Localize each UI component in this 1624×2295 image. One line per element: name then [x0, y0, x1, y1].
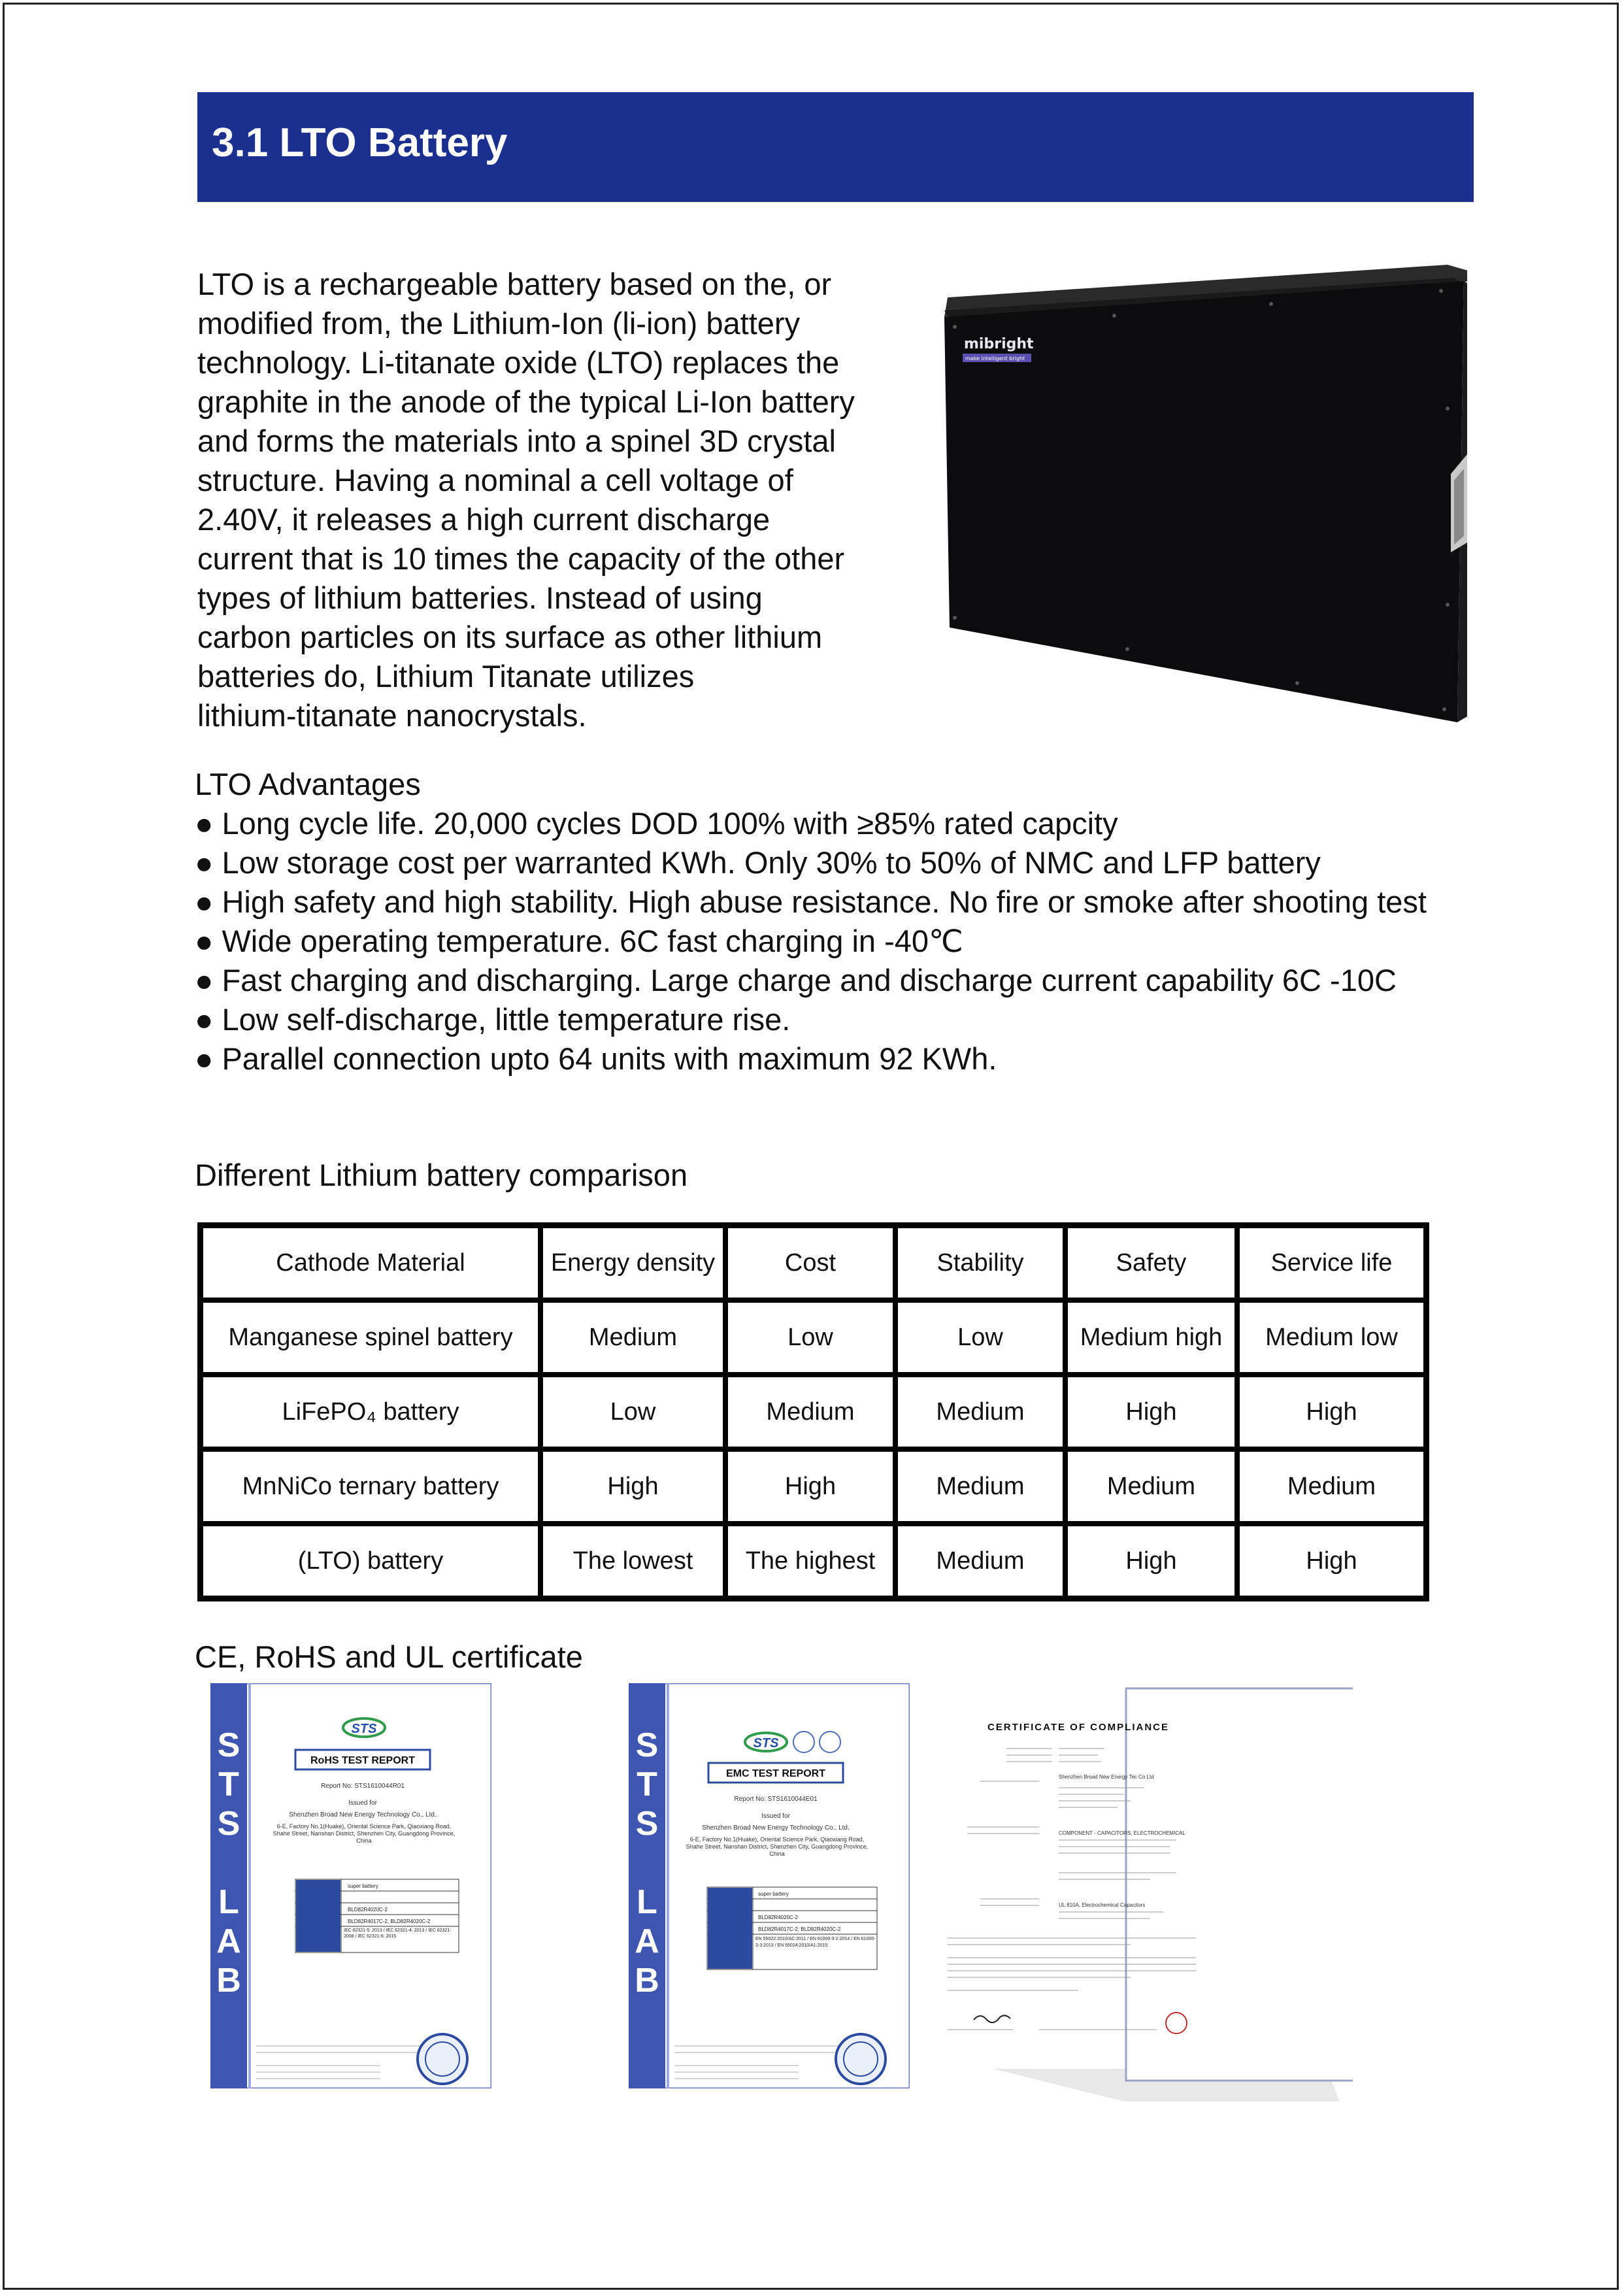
rohs-product-name: super battery	[348, 1883, 378, 1889]
intro-line: graphite in the anode of the typical Li-Ion battery	[197, 384, 855, 419]
rohs-report-title: RoHS TEST REPORT	[310, 1755, 416, 1766]
table-cell: LiFePO₄ battery	[201, 1375, 540, 1449]
table-cell: Medium	[725, 1375, 895, 1449]
table-cell: MnNiCo ternary battery	[201, 1449, 540, 1524]
certificates-row	[196, 1683, 1346, 2102]
rohs-address: 6-E, Factory No.1(Huake), Oriental Science Park, Qiaoxiang Road, Shahe Street, Nanshan District, Shenzhen City, Guangdong Province, China	[273, 1823, 456, 1844]
table-header-row	[201, 1226, 1426, 1300]
emc-standards: EN 55022:2010/AC:2011 / EN 61000-3-2:2014 / EN 61000-3-3:2013 / EN 55024:2010/A1:2015	[755, 1937, 876, 1948]
intro-line: carbon particles on its surface as other lithium	[197, 620, 823, 654]
emc-report-title: EMC TEST REPORT	[725, 1768, 826, 1779]
header-cell: Energy density	[540, 1226, 725, 1300]
advantage-item: ● High safety and high stability. High abuse resistance. No fire or smoke after shooting test	[195, 884, 1427, 919]
emc-certificate	[629, 1683, 910, 2088]
intro-line: technology. Li-titanate oxide (LTO) replaces the	[197, 345, 840, 380]
lab-letter: B	[635, 1962, 659, 2000]
intro-line: types of lithium batteries. Instead of using	[197, 580, 763, 615]
table-cell: Manganese spinel battery	[201, 1300, 540, 1375]
rohs-company: Shenzhen Broad New Energy Technology Co., Ltd.	[289, 1811, 437, 1818]
advantage-item: ● Long cycle life. 20,000 cycles DOD 100% with ≥85% rated capcity	[195, 806, 1118, 841]
intro-paragraph	[197, 265, 916, 735]
intro-line: current that is 10 times the capacity of the other	[197, 541, 845, 576]
intro-line: structure. Having a nominal a cell voltage of	[197, 463, 793, 497]
table-cell: The highest	[725, 1524, 895, 1598]
table-cell: Medium high	[1065, 1300, 1237, 1375]
table-row	[201, 1375, 1426, 1449]
table-cell: High	[540, 1449, 725, 1524]
rohs-series-model: BLD82R4017C-2, BLD82R4020C-2	[348, 1918, 431, 1924]
ul-standard: UL 810A, Electrochemical Capacitors	[1059, 1902, 1146, 1908]
table-cell: Medium	[1237, 1449, 1426, 1524]
table-cell: High	[725, 1449, 895, 1524]
table-cell: Medium	[540, 1300, 725, 1375]
section-title: 3.1 LTO Battery	[212, 120, 508, 165]
rohs-standards: IEC 62321-5: 2013 / IEC 62321-4: 2013 / IEC 62321: 2008 / IEC 62321-6: 2015	[344, 1928, 452, 1939]
advantages-list	[195, 804, 1476, 1079]
table-cell: Medium low	[1237, 1300, 1426, 1375]
emc-report-number: Report No: STS1610044E01	[734, 1796, 818, 1803]
ul-certificate-title: CERTIFICATE OF COMPLIANCE	[987, 1722, 1170, 1733]
table-cell: High	[1237, 1524, 1426, 1598]
header-cell: Stability	[895, 1226, 1065, 1300]
lab-letter: S	[217, 1726, 240, 1764]
lab-letter: A	[635, 1922, 659, 1960]
header-cell: Cost	[725, 1226, 895, 1300]
product-brand-text: mibright	[964, 336, 1034, 352]
lab-letter: L	[218, 1883, 239, 1921]
intro-line: lithium-titanate nanocrystals.	[197, 698, 587, 733]
lab-letter: S	[635, 1805, 659, 1843]
table-cell: The lowest	[540, 1524, 725, 1598]
sts-logo: STS	[351, 1722, 377, 1736]
lab-letter: A	[216, 1922, 241, 1960]
intro-line: and forms the materials into a spinel 3D crystal	[197, 424, 836, 458]
header-cell: Cathode Material	[201, 1226, 540, 1300]
rohs-issued-for: Issued for	[348, 1800, 377, 1807]
header-cell: Safety	[1065, 1226, 1237, 1300]
lab-letter: T	[218, 1766, 239, 1803]
emc-company: Shenzhen Broad New Energy Technology Co., Ltd.	[702, 1824, 850, 1832]
intro-line: modified from, the Lithium-Ion (li-ion) battery	[197, 306, 801, 341]
comparison-table	[197, 1222, 1429, 1601]
emc-product-name: super battery	[758, 1891, 789, 1897]
rohs-certificate	[210, 1683, 491, 2088]
advantage-item: ● Parallel connection upto 64 units with maximum 92 KWh.	[195, 1041, 997, 1076]
intro-line: batteries do, Lithium Titanate utilizes	[197, 659, 695, 694]
lab-letter: L	[637, 1883, 657, 1921]
emc-issued-for: Issued for	[761, 1813, 790, 1820]
lto-battery-product-image	[931, 265, 1467, 742]
advantages-title: LTO Advantages	[195, 767, 421, 801]
table-cell: Medium	[895, 1449, 1065, 1524]
emc-address: 6-E, Factory No.1(Huake), Oriental Science Park, Qiaoxiang Road, Shahe Street, Nanshan District, Shenzhen City, Guangdong Province, China	[686, 1836, 869, 1857]
table-row	[201, 1524, 1426, 1598]
emc-model: BLD82R4020C-2	[758, 1915, 798, 1920]
lab-letter: S	[635, 1726, 659, 1764]
certificates-title: CE, RoHS and UL certificate	[195, 1639, 583, 1674]
table-cell: (LTO) battery	[201, 1524, 540, 1598]
lab-letter: B	[216, 1962, 241, 2000]
comparison-title: Different Lithium battery comparison	[195, 1158, 688, 1192]
table-cell: High	[1065, 1375, 1237, 1449]
table-cell: Medium	[895, 1524, 1065, 1598]
table-cell: Low	[540, 1375, 725, 1449]
table-cell: Medium	[1065, 1449, 1237, 1524]
table-row	[201, 1300, 1426, 1375]
ul-issued-to: Shenzhen Broad New Energy Tec Co Ltd	[1059, 1774, 1154, 1780]
table-cell: High	[1237, 1375, 1426, 1449]
lab-letter: S	[217, 1805, 240, 1843]
lab-letter: T	[637, 1766, 657, 1803]
advantage-item: ● Fast charging and discharging. Large charge and discharge current capability 6C -10C	[195, 963, 1397, 997]
emc-series-model: BLD82R4017C-2, BLD82R4020C-2	[758, 1926, 841, 1932]
intro-line: 2.40V, it releases a high current discharge	[197, 502, 771, 537]
header-cell: Service life	[1237, 1226, 1426, 1300]
section-header-bar	[197, 92, 1474, 202]
ul-component: COMPONENT - CAPACITORS, ELECTROCHEMICAL	[1059, 1830, 1185, 1836]
product-tagline-text: make intelligent bright	[965, 356, 1025, 361]
table-cell: High	[1065, 1524, 1237, 1598]
intro-line: LTO is a rechargeable battery based on the, or	[197, 267, 832, 301]
table-cell: Low	[895, 1300, 1065, 1375]
table-cell: Low	[725, 1300, 895, 1375]
rohs-report-number: Report No: STS1610044R01	[321, 1783, 405, 1790]
table-row	[201, 1449, 1426, 1524]
ul-certificate	[935, 1683, 1353, 2102]
advantage-item: ● Wide operating temperature. 6C fast charging in -40℃	[195, 924, 963, 958]
table-cell: Medium	[895, 1375, 1065, 1449]
advantage-item: ● Low self-discharge, little temperature rise.	[195, 1002, 791, 1037]
sts-logo: STS	[753, 1736, 779, 1751]
advantage-item: ● Low storage cost per warranted KWh. Only 30% to 50% of NMC and LFP battery	[195, 845, 1321, 880]
rohs-model: BLD82R4020C-2	[348, 1907, 388, 1913]
